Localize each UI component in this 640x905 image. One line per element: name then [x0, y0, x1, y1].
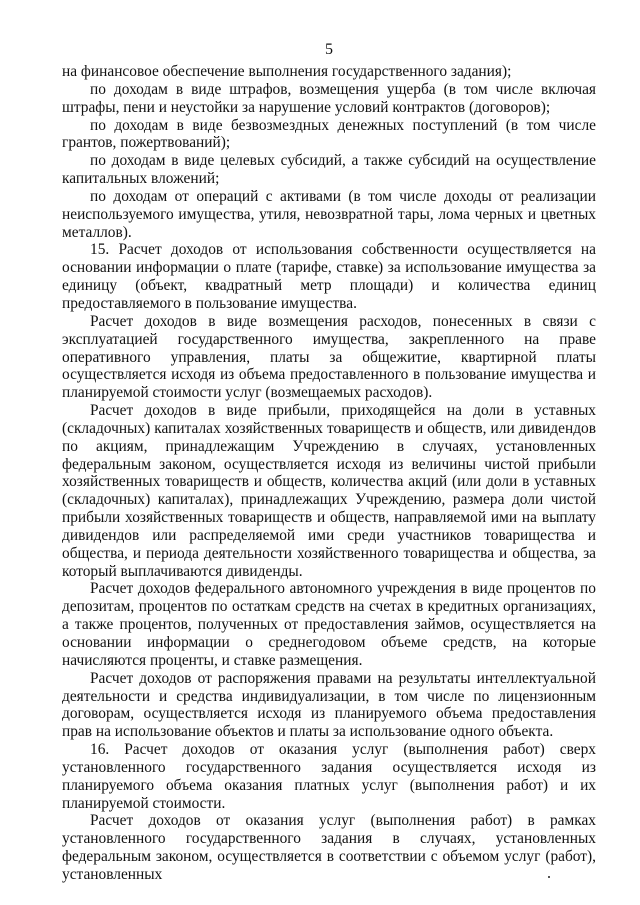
paragraph-intellectual-property: Расчет доходов от распоряжения правами на результаты интеллектуальной деятельности и средства индивидуализации, в том числе по лицензионным договорам, осуществляется исходя из планируемого объема предоставления прав на использование объектов и платы за использование одного объекта. [62, 669, 596, 741]
paragraph-fines: по доходам в виде штрафов, возмещения ущерба (в том числе включая штрафы, пени и неустойки за нарушение условий контрактов (договоров); [62, 80, 596, 116]
paragraph-clause-15: 15. Расчет доходов от использования собственности осуществляется на основании информации о плате (тарифе, ставке) за использование имущества за единицу (объект, квадратный метр площади) и количества единиц предоставляемого в пользование имущества. [62, 241, 596, 312]
document-page [62, 40, 596, 884]
paragraph-dividends: Расчет доходов в виде прибыли, приходящейся на доли в уставных (складочных) капиталах хозяйственных товариществ и обществ, или дивидендов по акциям, принадлежащим Учреждению в случаях, установленных федеральным законом, осуществляется исходя из величины чистой прибыли хозяйственных товариществ и обществ, количества акций (или доли в уставных (складочных) капиталах), принадлежащих Учреждению, размера доли чистой прибыли хозяйственных товариществ и обществ, направляемой ими на выплату дивидендов или распределяемой ими среди участников товарищества и общества, и периода деятельности хозяйственного товарищества и общества, за который выплачиваются дивиденды. [62, 402, 596, 580]
paragraph-continuation: на финансовое обеспечение выполнения государственного задания); [62, 63, 512, 80]
paragraph-interest: Расчет доходов федерального автономного учреждения в виде процентов по депозитам, процентов по остаткам средств на счетах в кредитных организациях, а также процентов, полученных от предоставления займов, осуществляется на основании информации о среднегодовом объеме средств, на которые начисляются проценты, и ставке размещения. [62, 580, 596, 669]
paragraph-grants: по доходам в виде безвозмездных денежных поступлений (в том числе грантов, пожертвований); [62, 116, 596, 152]
paragraph-reimbursement: Расчет доходов в виде возмещения расходов, понесенных в связи с эксплуатацией государственного имущества, закрепленного на праве оперативного управления, платы за общежитие, квартирной платы осуществляется исходя из объема предоставленного в пользование имущества и планируемой стоимости услуг (возмещаемых расходов). [62, 312, 596, 402]
page-number: 5 [325, 41, 333, 58]
paragraph-state-task-services: Расчет доходов от оказания услуг (выполнения работ) в рамках установленного государственного задания в случаях, установленных федеральным законом, осуществляется в соответствии с объемом услуг (работ), установленных [62, 812, 596, 883]
paragraph-assets: по доходам от операций с активами (в том числе доходы от реализации неиспользуемого имущества, утиля, невозвратной тары, лома черных и цветных металлов). [62, 187, 596, 241]
paragraph-subsidies: по доходам в виде целевых субсидий, а также субсидий на осуществление капитальных вложений; [62, 152, 596, 188]
scan-speck [548, 876, 550, 878]
paragraph-clause-16: 16. Расчет доходов от оказания услуг (выполнения работ) сверх установленного государственного задания осуществляется исходя из планируемого объема оказания платных услуг (выполнения работ) и их планируемой стоимости. [62, 741, 596, 812]
